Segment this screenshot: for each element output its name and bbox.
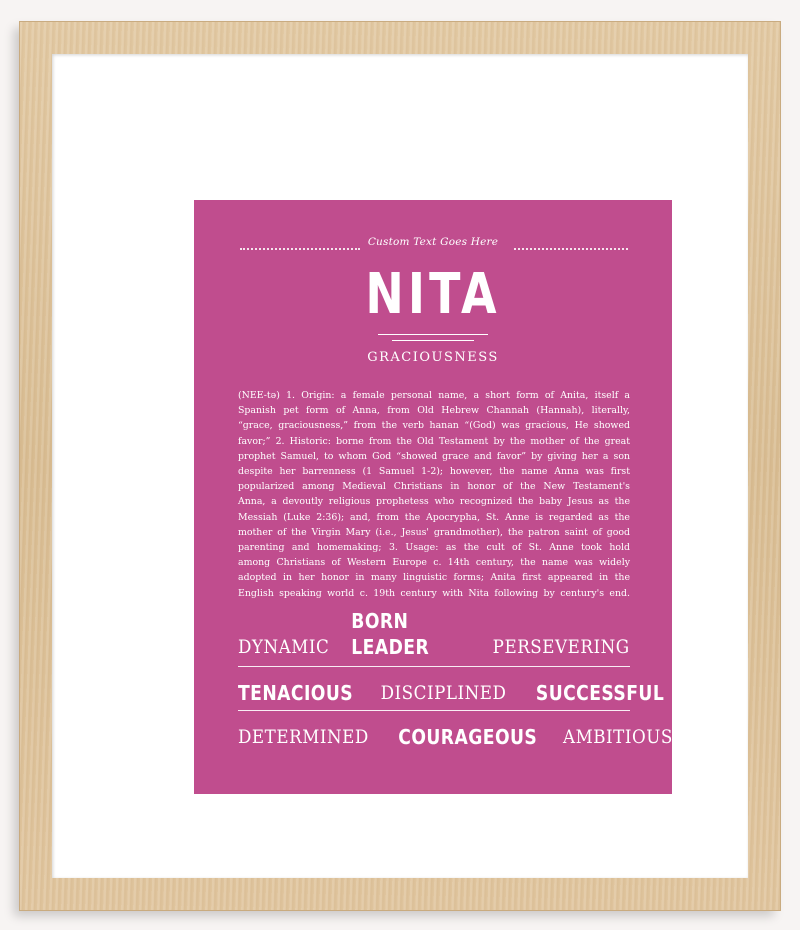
trait-word: DETERMINED xyxy=(238,726,369,748)
trait-word: BORN LEADER xyxy=(351,609,429,659)
definition-line: English speaking world c. 19th century with Nita following by century's end. xyxy=(238,587,630,599)
name-title: NITA xyxy=(365,262,501,327)
trait-word: TENACIOUS xyxy=(238,681,354,705)
trait-row-2 xyxy=(238,674,665,706)
trait-word: DISCIPLINED xyxy=(380,682,507,704)
definition-line: Messiah (Luke 2:36); and, from the Apocrypha, St. Anne is regarded as the xyxy=(238,511,630,523)
custom-text: Custom Text Goes Here xyxy=(367,236,499,248)
trait-divider xyxy=(238,710,630,711)
trait-word: COURAGEOUS xyxy=(397,725,537,749)
trait-word: SUCCESSFUL xyxy=(535,681,665,705)
definition-line: popularized among Medieval Christians in honor of the New Testament's xyxy=(238,481,630,493)
definition-line: adopted in her honor in many linguistic forms; Anita first appeared in the xyxy=(238,572,630,584)
trait-row-1 xyxy=(238,609,630,660)
definition-line: Spanish pet form of Anna, from Old Hebrew Channah (Hannah), literally, xyxy=(238,405,630,417)
trait-word: PERSEVERING xyxy=(493,636,630,658)
definition-line: “grace, graciousness,” from the verb hanan “(God) was gracious, He showed xyxy=(238,420,630,432)
definition-line: favor;” 2. Historic: borne from the Old Testament by the mother of the great xyxy=(238,435,630,447)
definition-line: mother of the Virgin Mary (i.e., Jesus' grandmother), the patron saint of good xyxy=(238,526,630,538)
definition-line: prophet Samuel, to whom God “showed grace and favor” by giving her a son xyxy=(238,450,630,462)
white-mat xyxy=(52,54,748,878)
definition-line: among Christians of Western Europe c. 14th century, the name was widely xyxy=(238,557,630,569)
definition-line: parenting and homemaking; 3. Usage: as the cult of St. Anne took hold xyxy=(238,542,630,554)
definition-text xyxy=(238,388,630,601)
name-meaning: GRACIOUSNESS xyxy=(367,350,499,365)
trait-row-3 xyxy=(238,718,673,750)
definition-line: (NEE-tə) 1. Origin: a female personal name, a short form of Anita, itself a xyxy=(238,390,630,401)
title-rule-top xyxy=(378,334,488,335)
title-rule-bottom xyxy=(392,340,474,341)
name-print xyxy=(194,200,672,794)
definition-line: despite her barrenness (1 Samuel 1-2); however, the name Anna was first xyxy=(238,466,630,478)
dotted-divider-right xyxy=(514,248,628,250)
wood-frame xyxy=(20,22,780,910)
trait-word: AMBITIOUS xyxy=(563,726,673,748)
definition-line: Anna, a devoutly religious prophetess who recognized the baby Jesus as the xyxy=(238,496,630,508)
trait-divider xyxy=(238,666,630,667)
dotted-divider-left xyxy=(240,248,360,250)
trait-word: DYNAMIC xyxy=(238,636,330,658)
